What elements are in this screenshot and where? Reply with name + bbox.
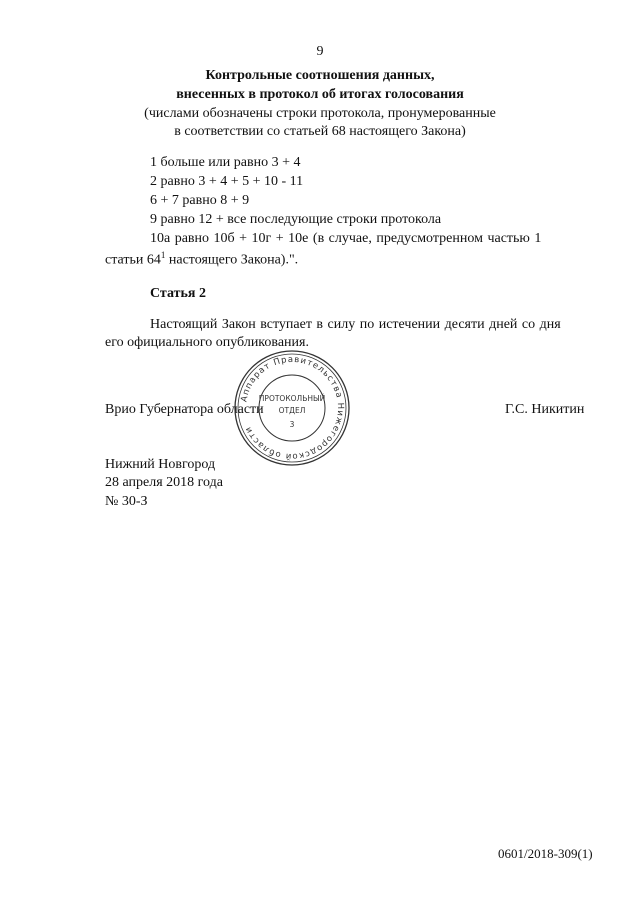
article-ref-tail: настоящего Закона).". xyxy=(168,252,299,268)
title-subline-2: в соответствии со статьей 68 настоящего Закона) xyxy=(174,124,466,139)
place-date: 28 апреля 2018 года xyxy=(105,475,223,490)
official-stamp xyxy=(232,348,352,468)
relation-line-4: 9 равно 12 + все последующие строки протокола xyxy=(150,212,442,227)
relation-line-1: 1 больше или равно 3 + 4 xyxy=(150,155,301,170)
article-ref-superscript: 1 xyxy=(160,250,166,260)
title-subline-1: (числами обозначены строки протокола, пронумерованные xyxy=(144,106,496,121)
article-text-line-1: Настоящий Закон вступает в силу по истечении десяти дней со дня xyxy=(150,317,561,332)
relation-line-3: 6 + 7 равно 8 + 9 xyxy=(150,193,250,208)
stamp-ring-text: Аппарат Правительства Нижегородской области xyxy=(239,354,346,462)
stamp-center-line-1: ПРОТОКОЛЬНЫЙ xyxy=(258,394,326,403)
stamp-center-line-3: 3 xyxy=(289,420,295,429)
title-line-1: Контрольные соотношения данных, xyxy=(205,68,435,83)
article-heading: Статья 2 xyxy=(150,286,206,301)
signature-name: Г.С. Никитин xyxy=(505,402,585,417)
title-line-2: внесенных в протокол об итогах голосования xyxy=(176,87,464,102)
relation-line-2: 2 равно 3 + 4 + 5 + 10 - 11 xyxy=(150,174,304,189)
footer-code: 0601/2018-309(1) xyxy=(498,846,593,861)
stamp-center-line-2: ОТДЕЛ xyxy=(278,406,306,415)
law-number: № 30-З xyxy=(105,494,148,509)
article-text-line-2: его официального опубликования. xyxy=(105,335,309,350)
article-ref: статьи 64 xyxy=(105,252,161,268)
place-city: Нижний Новгород xyxy=(105,457,216,472)
relation-line-6 xyxy=(105,250,298,269)
page-number: 9 xyxy=(316,44,324,59)
relation-line-5: 10а равно 10б + 10г + 10е (в случае, предусмотренном частью 1 xyxy=(150,231,542,246)
signature-position: Врио Губернатора области xyxy=(105,402,264,417)
